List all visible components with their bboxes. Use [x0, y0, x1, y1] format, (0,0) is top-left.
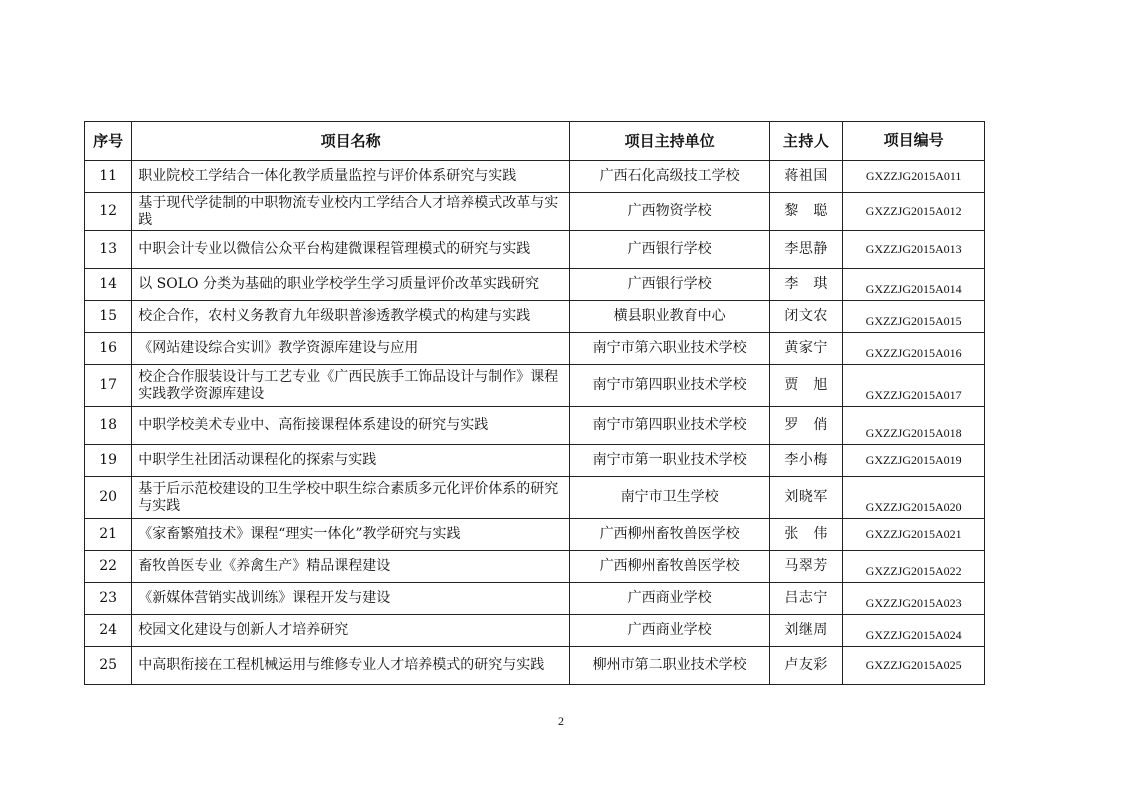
row-code: GXZZJG2015A014: [843, 269, 985, 301]
row-unit: 南宁市第六职业技术学校: [570, 333, 770, 365]
row-code: GXZZJG2015A022: [843, 551, 985, 583]
row-name: 校园文化建设与创新人才培养研究: [132, 615, 570, 647]
row-num: 15: [85, 301, 132, 333]
row-unit: 南宁市第四职业技术学校: [570, 365, 770, 407]
row-code: GXZZJG2015A021: [843, 519, 985, 551]
header-num: 序号: [85, 122, 132, 161]
table-row: [85, 193, 985, 231]
row-name: 基于后示范校建设的卫生学校中职生综合素质多元化评价体系的研究与实践: [132, 477, 570, 519]
row-code: GXZZJG2015A015: [843, 301, 985, 333]
row-code: GXZZJG2015A025: [843, 647, 985, 685]
row-name: 《新媒体营销实战训练》课程开发与建设: [132, 583, 570, 615]
table-row: [85, 445, 985, 477]
table-row: [85, 269, 985, 301]
row-unit: 广西柳州畜牧兽医学校: [570, 519, 770, 551]
row-unit: 南宁市卫生学校: [570, 477, 770, 519]
row-unit: 柳州市第二职业技术学校: [570, 647, 770, 685]
row-unit: 广西商业学校: [570, 615, 770, 647]
row-name: 中高职衔接在工程机械运用与维修专业人才培养模式的研究与实践: [132, 647, 570, 685]
table-row: [85, 301, 985, 333]
row-host: 蒋祖国: [770, 161, 843, 193]
row-host: 李小梅: [770, 445, 843, 477]
row-unit: 广西石化高级技工学校: [570, 161, 770, 193]
row-num: 14: [85, 269, 132, 301]
header-host: 主持人: [770, 122, 843, 161]
row-num: 16: [85, 333, 132, 365]
table-row: [85, 519, 985, 551]
table-row: [85, 231, 985, 269]
row-num: 21: [85, 519, 132, 551]
row-name: 校企合作服装设计与工艺专业《广西民族手工饰品设计与制作》课程实践教学资源库建设: [132, 365, 570, 407]
row-unit: 广西物资学校: [570, 193, 770, 231]
row-code: GXZZJG2015A019: [843, 445, 985, 477]
table-row: [85, 583, 985, 615]
table-row: [85, 551, 985, 583]
row-code: GXZZJG2015A016: [843, 333, 985, 365]
table-row: [85, 407, 985, 445]
row-name: 《家畜繁殖技术》课程“理实一体化”教学研究与实践: [132, 519, 570, 551]
row-name: 基于现代学徒制的中职物流专业校内工学结合人才培养模式改革与实践: [132, 193, 570, 231]
row-name: 职业院校工学结合一体化教学质量监控与评价体系研究与实践: [132, 161, 570, 193]
header-name: 项目名称: [132, 122, 570, 161]
row-unit: 广西银行学校: [570, 269, 770, 301]
row-host: 马翠芳: [770, 551, 843, 583]
row-name: 以 SOLO 分类为基础的职业学校学生学习质量评价改革实践研究: [132, 269, 570, 301]
row-code: GXZZJG2015A024: [843, 615, 985, 647]
row-num: 12: [85, 193, 132, 231]
row-num: 23: [85, 583, 132, 615]
row-unit: 广西柳州畜牧兽医学校: [570, 551, 770, 583]
row-host: 吕志宁: [770, 583, 843, 615]
row-name: 畜牧兽医专业《养禽生产》精品课程建设: [132, 551, 570, 583]
row-code: GXZZJG2015A018: [843, 407, 985, 445]
row-host: 李思静: [770, 231, 843, 269]
row-host: 刘继周: [770, 615, 843, 647]
row-host: 刘晓军: [770, 477, 843, 519]
row-num: 22: [85, 551, 132, 583]
table-header-row: [85, 122, 985, 161]
row-code: GXZZJG2015A017: [843, 365, 985, 407]
table-row: [85, 333, 985, 365]
row-unit: 南宁市第四职业技术学校: [570, 407, 770, 445]
row-name: 中职学生社团活动课程化的探索与实践: [132, 445, 570, 477]
row-host: 罗 俏: [770, 407, 843, 445]
row-num: 13: [85, 231, 132, 269]
row-code: GXZZJG2015A012: [843, 193, 985, 231]
page-number: 2: [558, 714, 564, 728]
row-num: 18: [85, 407, 132, 445]
row-unit: 横县职业教育中心: [570, 301, 770, 333]
row-host: 卢友彩: [770, 647, 843, 685]
row-name: 校企合作，农村义务教育九年级职普渗透教学模式的构建与实践: [132, 301, 570, 333]
row-code: GXZZJG2015A011: [843, 161, 985, 193]
row-host: 李 琪: [770, 269, 843, 301]
row-name: 《网站建设综合实训》教学资源库建设与应用: [132, 333, 570, 365]
table-row: [85, 477, 985, 519]
row-code: GXZZJG2015A020: [843, 477, 985, 519]
row-unit: 南宁市第一职业技术学校: [570, 445, 770, 477]
row-code: GXZZJG2015A013: [843, 231, 985, 269]
row-unit: 广西商业学校: [570, 583, 770, 615]
row-name: 中职学校美术专业中、高衔接课程体系建设的研究与实践: [132, 407, 570, 445]
row-code: GXZZJG2015A023: [843, 583, 985, 615]
row-host: 贾 旭: [770, 365, 843, 407]
row-host: 黄家宁: [770, 333, 843, 365]
row-unit: 广西银行学校: [570, 231, 770, 269]
row-num: 25: [85, 647, 132, 685]
project-table: [84, 121, 985, 685]
table-row: [85, 365, 985, 407]
row-host: 闭文农: [770, 301, 843, 333]
table-row: [85, 161, 985, 193]
row-host: 黎 聪: [770, 193, 843, 231]
row-name: 中职会计专业以微信公众平台构建微课程管理模式的研究与实践: [132, 231, 570, 269]
table-row: [85, 615, 985, 647]
row-num: 20: [85, 477, 132, 519]
row-num: 24: [85, 615, 132, 647]
row-host: 张 伟: [770, 519, 843, 551]
row-num: 19: [85, 445, 132, 477]
row-num: 17: [85, 365, 132, 407]
table-row: [85, 647, 985, 685]
header-code: 项目编号: [843, 122, 985, 161]
row-num: 11: [85, 161, 132, 193]
header-unit: 项目主持单位: [570, 122, 770, 161]
